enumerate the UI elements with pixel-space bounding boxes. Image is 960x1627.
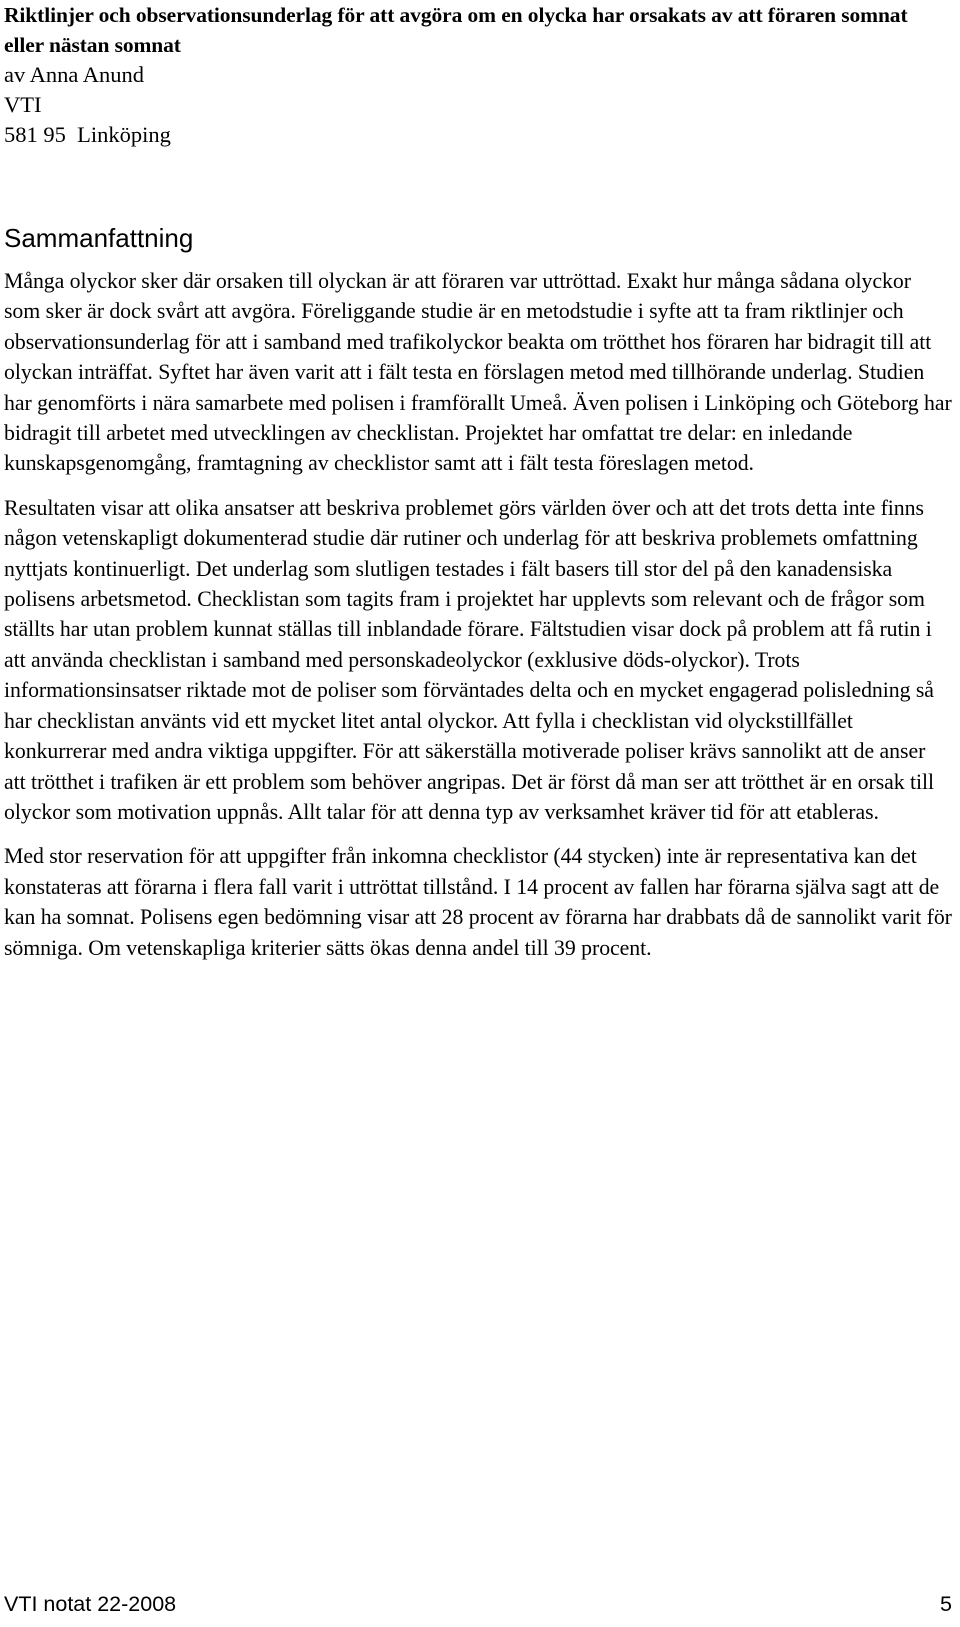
footer-series: VTI notat 22-2008	[4, 1592, 177, 1616]
page-content	[4, 0, 952, 963]
document-title: Riktlinjer och observationsunderlag för att avgöra om en olycka har orsakats av att föraren somnat eller nästan somnat	[4, 3, 908, 57]
summary-body	[4, 266, 952, 963]
address: 581 95 Linköping	[4, 122, 171, 147]
summary-paragraph-1: Många olyckor sker där orsaken till olyckan är att föraren var uttröttad. Exakt hur många sådana olyckor som sker är dock svårt att avgöra. Föreliggande studie är en metodstudie i syfte att ta fram riktlinjer och observationsunderlag för att i samband med trafikolyckor beakta om trötthet hos föraren har bidragit till att olyckan inträffat. Syftet har även varit att i fält testa en förslagen metod med tillhörande underlag. Studien har genomförts i nära samarbete med polisen i framförallt Umeå. Även polisen i Linköping och Göteborg har bidragit till arbetet med utvecklingen av checklistan. Projektet har omfattat tre delar: en inledande kunskapsgenomgång, framtagning av checklistor samt att i fält testa föreslagen metod.	[4, 269, 952, 476]
section-heading-summary: Sammanfattning	[4, 223, 194, 253]
organization: VTI	[4, 92, 42, 117]
summary-paragraph-3: Med stor reservation för att uppgifter från inkomna checklistor (44 stycken) inte är representativa kan det konstateras att förarna i flera fall varit i uttröttat tillstånd. I 14 procent av fallen har förarna själva sagt att de kan ha somnat. Polisens egen bedömning visar att 28 procent av förarna har drabbats då de sannolikt varit för sömniga. Om vetenskapliga kriterier sätts ökas denna andel till 39 procent.	[4, 844, 952, 960]
footer-page-number: 5	[940, 1592, 952, 1616]
summary-paragraph-2: Resultaten visar att olika ansatser att beskriva problemet görs världen över och att det trots detta inte finns någon vetenskapligt dokumenterad studie där rutiner och underlag för att beskriva problemets omfattning nyttjats kontinuerligt. Det underlag som slutligen testades i fält basers till stor del på den kanadensiska polisens arbetsmetod. Checklistan som tagits fram i projektet har upplevts som relevant och de frågor som ställts har utan problem kunnat ställas till inblandade förare. Fältstudien visar dock på problem att få rutin i att använda checklistan i samband med personskadeolyckor (exklusive döds-olyckor). Trots informationsinsatser riktade mot de poliser som förväntades delta och en mycket engagerad polisledning så har checklistan använts vid ett mycket litet antal olyckor. Att fylla i checklistan vid olyckstillfället konkurrerar med andra viktiga uppgifter. För att säkerställa motiverade poliser krävs sannolikt att de anser att trötthet i trafiken är ett problem som behöver angripas. Det är först då man ser att trötthet är en orsak till olyckor som motivation uppnås. Allt talar för att denna typ av verksamhet kräver tid för att etableras.	[4, 495, 935, 824]
author-block	[4, 60, 952, 150]
author-line: av Anna Anund	[4, 62, 144, 87]
